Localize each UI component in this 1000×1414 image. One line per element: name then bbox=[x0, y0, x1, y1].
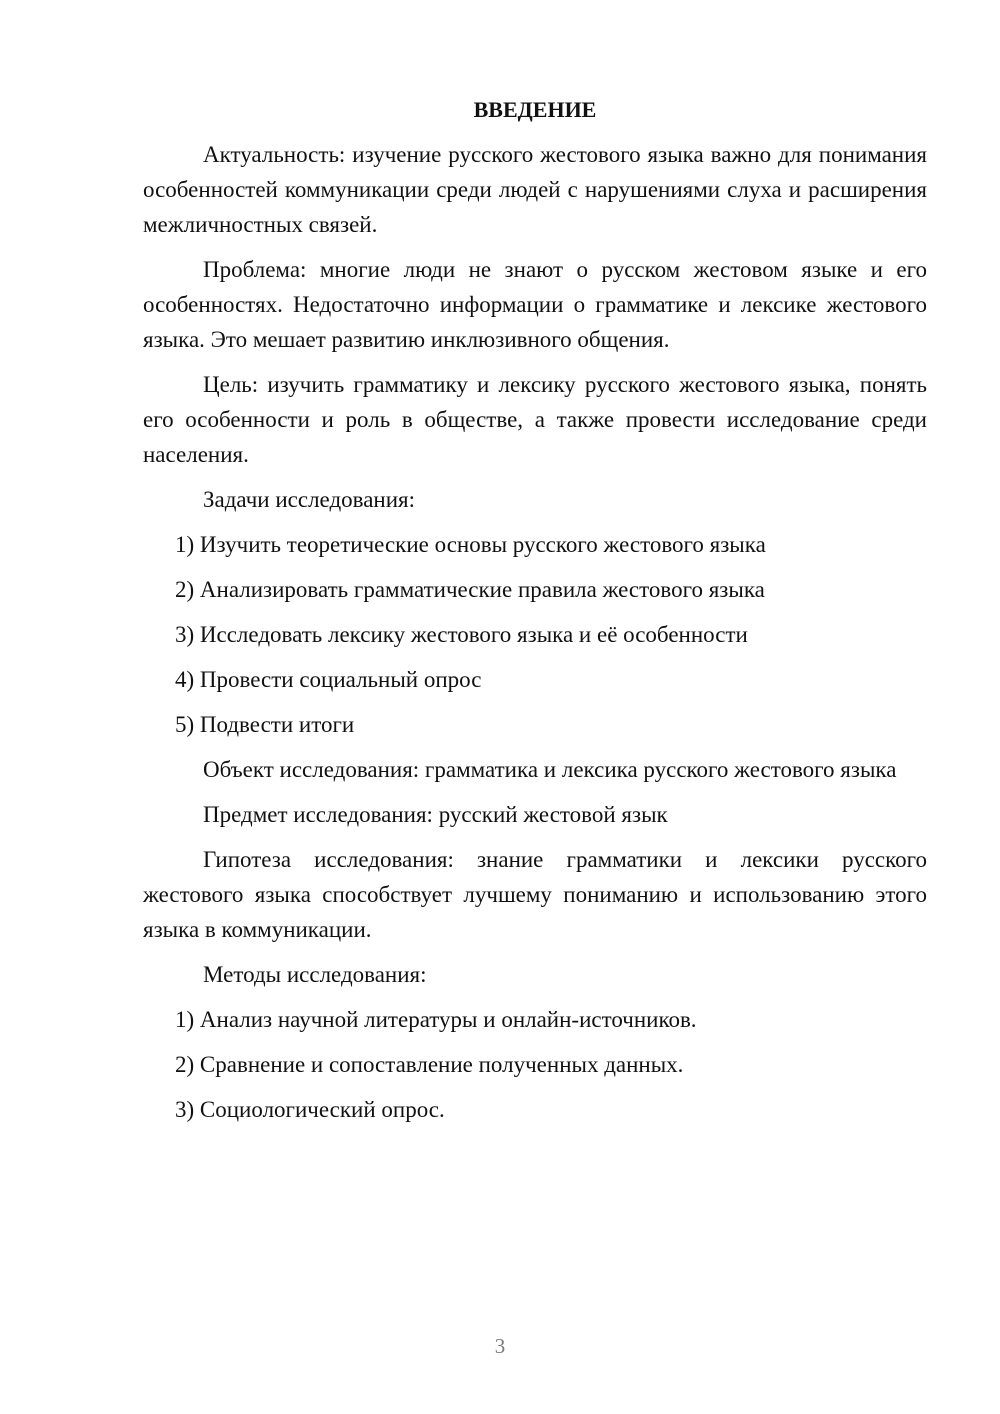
methods-list bbox=[143, 1002, 927, 1127]
relevance-paragraph: Актуальность: изучение русского жестового языка важно для понимания особенностей коммуникации среди людей с нарушениями слуха и расширения межличностных связей. bbox=[143, 142, 927, 237]
method-item: 3) Социологический опрос. bbox=[175, 1097, 445, 1122]
document-page bbox=[143, 92, 927, 1137]
method-item: 2) Сравнение и сопоставление полученных данных. bbox=[175, 1052, 684, 1077]
methods-label: Методы исследования: bbox=[203, 962, 427, 987]
tasks-label: Задачи исследования: bbox=[203, 487, 416, 512]
object-paragraph: Объект исследования: грамматика и лексика русского жестового языка bbox=[203, 757, 897, 782]
page-number: 3 bbox=[494, 1334, 506, 1358]
method-item: 1) Анализ научной литературы и онлайн-источников. bbox=[175, 1007, 697, 1032]
tasks-list bbox=[143, 527, 927, 742]
task-item: 4) Провести социальный опрос bbox=[175, 667, 482, 692]
goal-paragraph: Цель: изучить грамматику и лексику русского жестового языка, понять его особенности и роль в обществе, а также провести исследование среди населения. bbox=[143, 372, 927, 467]
problem-paragraph: Проблема: многие люди не знают о русском жестовом языке и его особенностях. Недостаточно информации о грамматике и лексике жестового языка. Это мешает развитию инклюзивного общения. bbox=[143, 257, 927, 352]
page-title: ВВЕДЕНИЕ bbox=[473, 97, 597, 122]
subject-paragraph: Предмет исследования: русский жестовой язык bbox=[203, 802, 668, 827]
task-item: 2) Анализировать грамматические правила жестового языка bbox=[175, 577, 765, 602]
hypothesis-paragraph: Гипотеза исследования: знание грамматики и лексики русского жестового языка способствует лучшему пониманию и использованию этого языка в коммуникации. bbox=[143, 847, 927, 942]
task-item: 3) Исследовать лексику жестового языка и её особенности bbox=[175, 622, 748, 647]
task-item: 5) Подвести итоги bbox=[175, 712, 355, 737]
task-item: 1) Изучить теоретические основы русского жестового языка bbox=[175, 532, 766, 557]
